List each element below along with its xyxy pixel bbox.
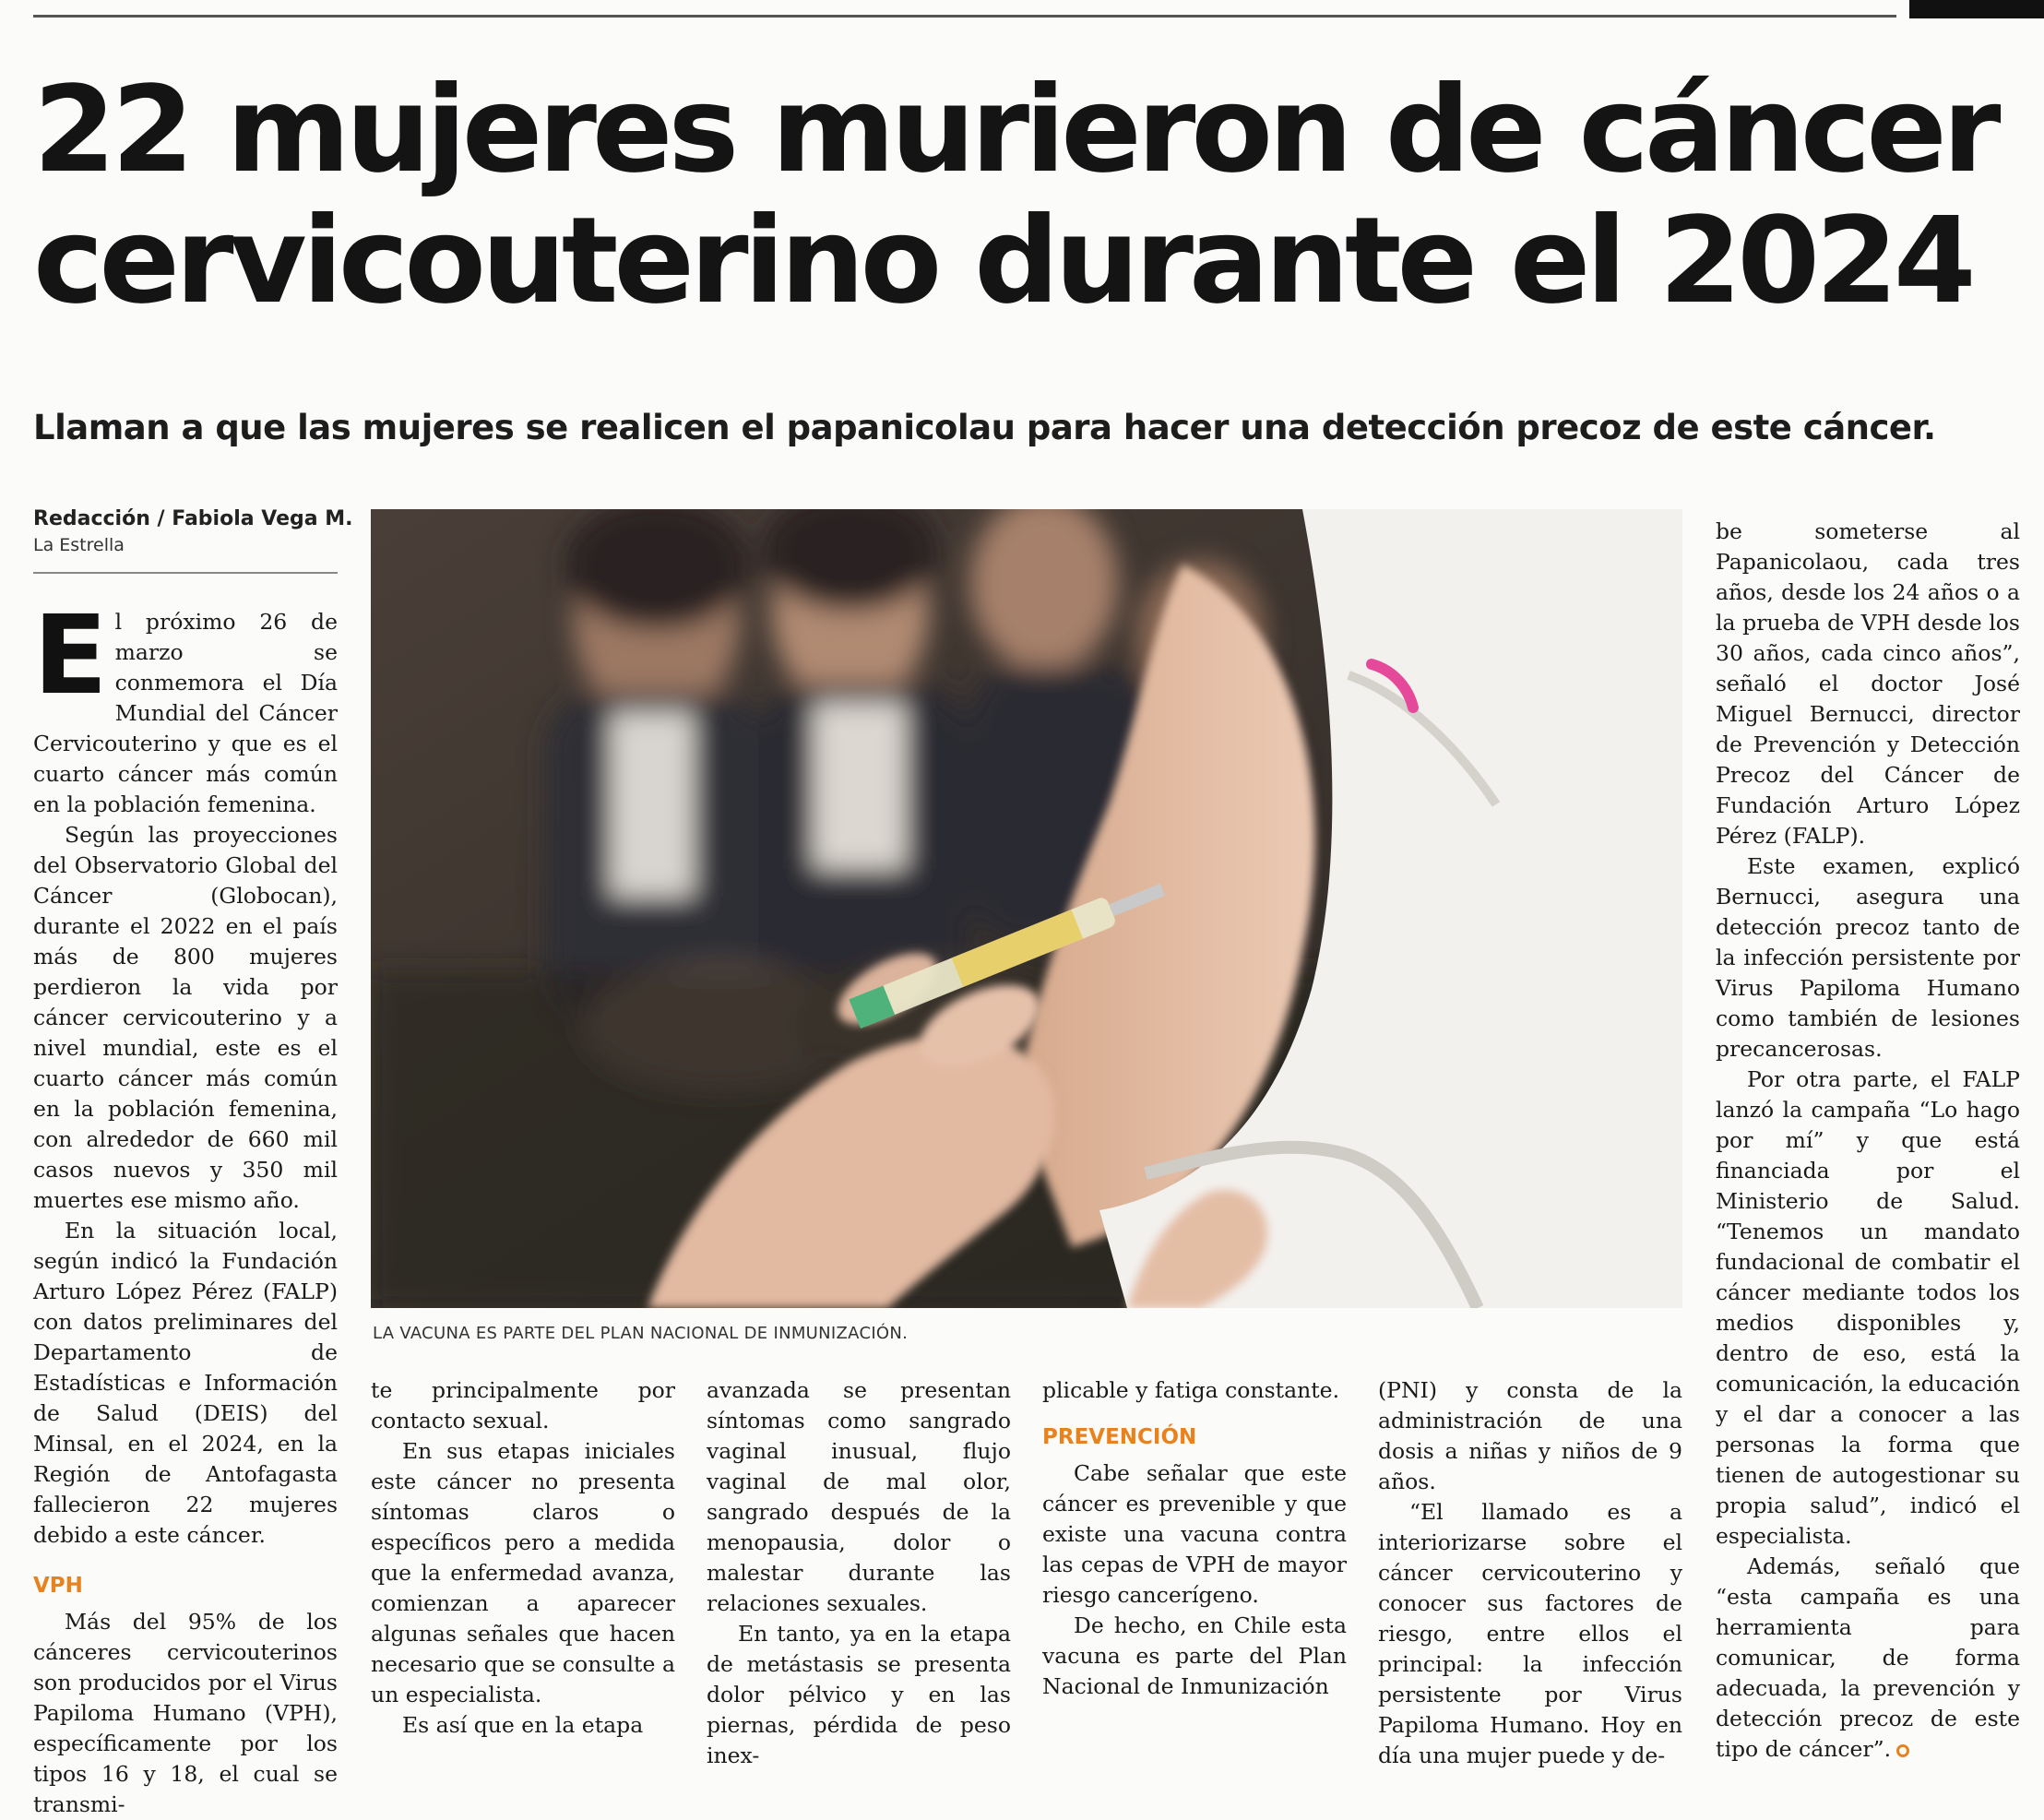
article-column-6 xyxy=(1716,517,2020,1765)
paragraph: Es así que en la etapa xyxy=(402,1712,644,1738)
vaccination-photo xyxy=(371,509,1682,1308)
paragraph: En sus etapas iniciales este cáncer no presenta síntomas claros o específicos pero a medida que la enfermedad avanza, comienzan a aparecer algunas señales que hacen necesario que se consulte a un especialista. xyxy=(371,1438,675,1707)
byline-divider xyxy=(33,572,338,574)
paragraph: plicable y fatiga constante. xyxy=(1042,1377,1340,1403)
paragraph: (PNI) y consta de la administración de una dosis a niñas y niños de 9 años. xyxy=(1378,1377,1682,1494)
paragraph: “El llamado es a interiorizarse sobre el cáncer cervicouterino y conocer sus factores de riesgo, entre ellos el principal: la infección persistente por Virus Papiloma Humano. Hoy en día una mujer puede y de- xyxy=(1378,1499,1682,1768)
paragraph: Más del 95% de los cánceres cervicouterinos son producidos por el Virus Papiloma Humano (VPH), específicamente por los tipos 16 y 18, el cual se transmi- xyxy=(33,1609,338,1817)
paragraph: Por otra parte, el FALP lanzó la campaña “Lo hago por mí” y que está financiada por el Ministerio de Salud. “Tenemos un mandato fundacional de combatir el cáncer mediante todos los medios disponibles y, dentro de eso, está la comunicación, la educación y el dar a conocer a las personas la forma que tienen de autogestionar su propia salud”, indicó el especialista. xyxy=(1716,1066,2020,1549)
article-column-2 xyxy=(371,1375,675,1741)
paragraph: Además, señaló que “esta campaña es una herramienta para comunicar, de forma adecuada, la prevención y detección precoz de este tipo de cáncer”. xyxy=(1716,1553,2020,1762)
photo-caption: LA VACUNA ES PARTE DEL PLAN NACIONAL DE INMUNIZACIÓN. xyxy=(373,1324,909,1343)
paragraph: te principalmente por contacto sexual. xyxy=(371,1377,675,1433)
paragraph: De hecho, en Chile esta vacuna es parte del Plan Nacional de Inmunización xyxy=(1042,1612,1347,1699)
paragraph: En tanto, ya en la etapa de metástasis se presenta dolor pélvico y en las piernas, pérdida de peso inex- xyxy=(707,1621,1011,1768)
top-corner-block xyxy=(1909,0,2044,18)
paragraph: Este examen, explicó Bernucci, asegura una detección precoz tanto de la infección persistente por Virus Papiloma Humano como también de lesiones precancerosas. xyxy=(1716,853,2020,1062)
paragraph: El próximo 26 de marzo se conmemora el Día Mundial del Cáncer Cervicouterino y que es el cuarto cáncer más común en la población femenina. xyxy=(33,591,338,817)
article-column-1 xyxy=(33,591,338,1820)
paragraph: avanzada se presentan síntomas como sangrado vaginal inusual, flujo vaginal de mal olor, sangrado después de la menopausia, dolor o malestar durante las relaciones sexuales. xyxy=(707,1377,1011,1616)
article-column-3 xyxy=(707,1375,1011,1771)
section-heading-prevencion: PREVENCIÓN xyxy=(1042,1425,1197,1449)
byline-source: La Estrella xyxy=(33,535,125,555)
article-column-5 xyxy=(1378,1375,1682,1771)
paragraph: be someterse al Papanicolaou, cada tres años, desde los 24 años o a la prueba de VPH desde los 30 años, cada cinco años”, señaló el doctor José Miguel Bernucci, director de Prevención y Detección Precoz del Cáncer de Fundación Arturo López Pérez (FALP). xyxy=(1716,518,2020,849)
subheadline: Llaman a que las mujeres se realicen el papanicolau para hacer una detección precoz de este cáncer. xyxy=(33,408,1936,447)
article-photo xyxy=(371,509,1682,1308)
headline: 22 mujeres murieron de cáncer cervicouterino durante el 2024 xyxy=(33,61,1997,330)
section-heading-vph: VPH xyxy=(33,1574,83,1598)
article-column-4 xyxy=(1042,1375,1347,1702)
end-of-article-icon xyxy=(1896,1744,1909,1757)
byline: Redacción / Fabiola Vega M. xyxy=(33,507,353,530)
top-rule xyxy=(33,15,1896,18)
paragraph: En la situación local, según indicó la Fundación Arturo López Pérez (FALP) con datos preliminares del Departamento de Estadísticas e Información de Salud (DEIS) del Minsal, en el 2024, en la Región de Antofagasta fallecieron 22 mujeres debido a este cáncer. xyxy=(33,1218,338,1548)
paragraph: Según las proyecciones del Observatorio Global del Cáncer (Globocan), durante el 2022 en el país más de 800 mujeres perdieron la vida por cáncer cervicouterino y a nivel mundial, este es el cuarto cáncer más común en la población femenina, con alrededor de 660 mil casos nuevos y 350 mil muertes ese mismo año. xyxy=(33,822,338,1213)
drop-cap: E xyxy=(33,591,108,719)
paragraph: Cabe señalar que este cáncer es prevenible y que existe una vacuna contra las cepas de VPH de mayor riesgo cancerígeno. xyxy=(1042,1460,1347,1608)
